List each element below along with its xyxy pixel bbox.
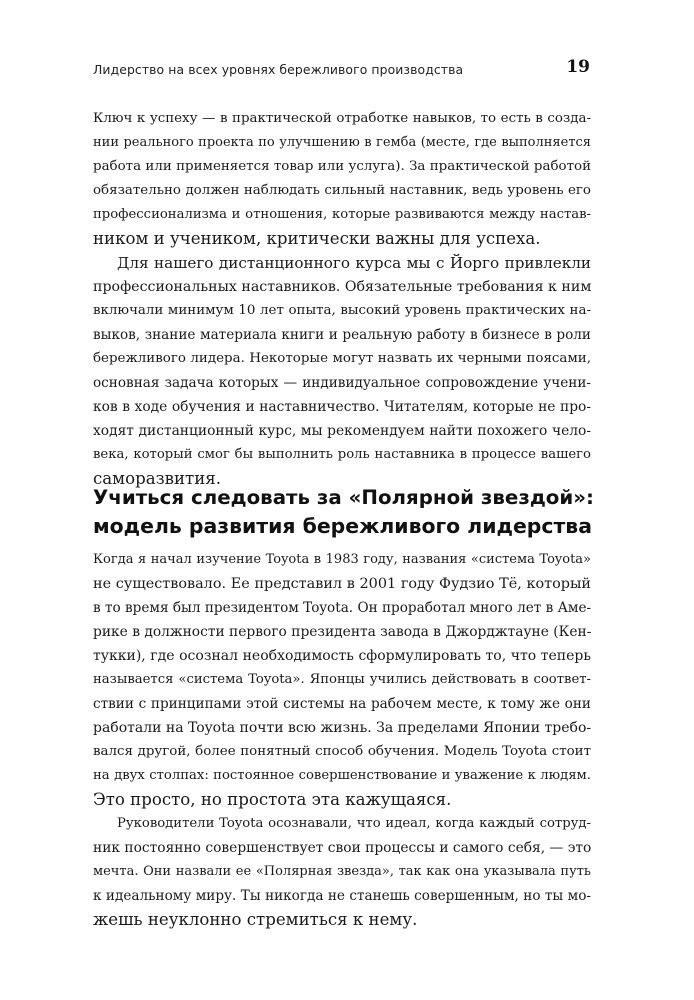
text-line: нии реального проекта по улучшению в гемба (месте, где выполняется [93, 135, 591, 150]
text-line: обязательно должен наблюдать сильный наставник, ведь уровень его [93, 183, 591, 198]
text-line: основная задача которых — индивидуальное сопровождение учени- [93, 375, 591, 391]
text-line: ходят дистанционный курс, мы рекомендуем найти похожего чело- [93, 423, 591, 439]
text-line: называется «система Toyota». Японцы учились действовать в соответ- [93, 672, 591, 687]
text-line: века, который смог бы выполнить роль наставника в процессе вашего [93, 447, 591, 462]
section-heading-line: модель развития бережливого лидерства [93, 514, 592, 538]
text-line: ником и учеником, критически важны для успеха. [93, 229, 541, 248]
text-line: не существовало. Ее представил в 2001 году Фудзио Тё, который [93, 576, 591, 592]
text-line: Когда я начал изучение Toyota в 1983 году, названия «система Toyota» [93, 552, 591, 567]
text-line: тукки), где осознал необходимость сформулировать то, что теперь [93, 648, 591, 664]
text-line: рике в должности первого президента завода в Джорджтауне (Кен- [93, 624, 592, 640]
section-heading-line: Учиться следовать за «Полярной звездой»: [93, 486, 594, 509]
text-line: саморазвития. [93, 469, 222, 488]
text-line: профессионализма и отношения, которые развиваются между настав- [93, 207, 591, 222]
text-line: ник постоянно совершенствует свои процессы и самого себя, — это [93, 840, 592, 856]
text-line: работа или применяется товар или услуга). За практической работой [93, 159, 591, 174]
text-line: ствии с принципами этой системы на рабочем месте, к тому же они [93, 696, 591, 712]
text-line: включали минимум 10 лет опыта, высокий уровень практических на- [93, 303, 591, 318]
text-line: в то время был президентом Toyota. Он проработал много лет в Аме- [93, 600, 592, 616]
text-line: работали на Toyota почти всю жизнь. За пределами Японии требо- [93, 720, 592, 736]
text-line: к идеальному миру. Ты никогда не станешь совершенным, но ты мо- [93, 888, 591, 904]
text-line: выков, знание материала книги и реальную работу в бизнесе в роли [93, 327, 591, 343]
text-line: Ключ к успеху — в практической отработке навыков, то есть в созда- [93, 111, 591, 126]
text-line: мечта. Они назвали ее «Полярная звезда», так как она указывала путь [93, 864, 591, 879]
text-line: ков в ходе обучения и наставничество. Читателям, которые не про- [93, 399, 591, 415]
text-line: бережливого лидера. Некоторые могут назвать их черными поясами, [93, 351, 591, 366]
text-line: Руководители Toyota осознавали, что идеал, когда каждый сотруд- [117, 816, 591, 831]
text-line: на двух столпах: постоянное совершенствование и уважение к людям. [93, 768, 591, 783]
running-title: Лидерство на всех уровнях бережливого производства [93, 62, 464, 77]
text-line: вался другой, более понятный способ обучения. Модель Toyota стоит [93, 744, 591, 759]
text-line: Для нашего дистанционного курса мы с Йорго привлекли [117, 254, 591, 272]
text-line: Это просто, но простота эта кажущаяся. [93, 790, 452, 809]
text-line: жешь неуклонно стремиться к нему. [93, 910, 418, 929]
page-number: 19 [566, 57, 590, 77]
text-line: профессиональных наставников. Обязательные требования к ним [93, 279, 592, 295]
